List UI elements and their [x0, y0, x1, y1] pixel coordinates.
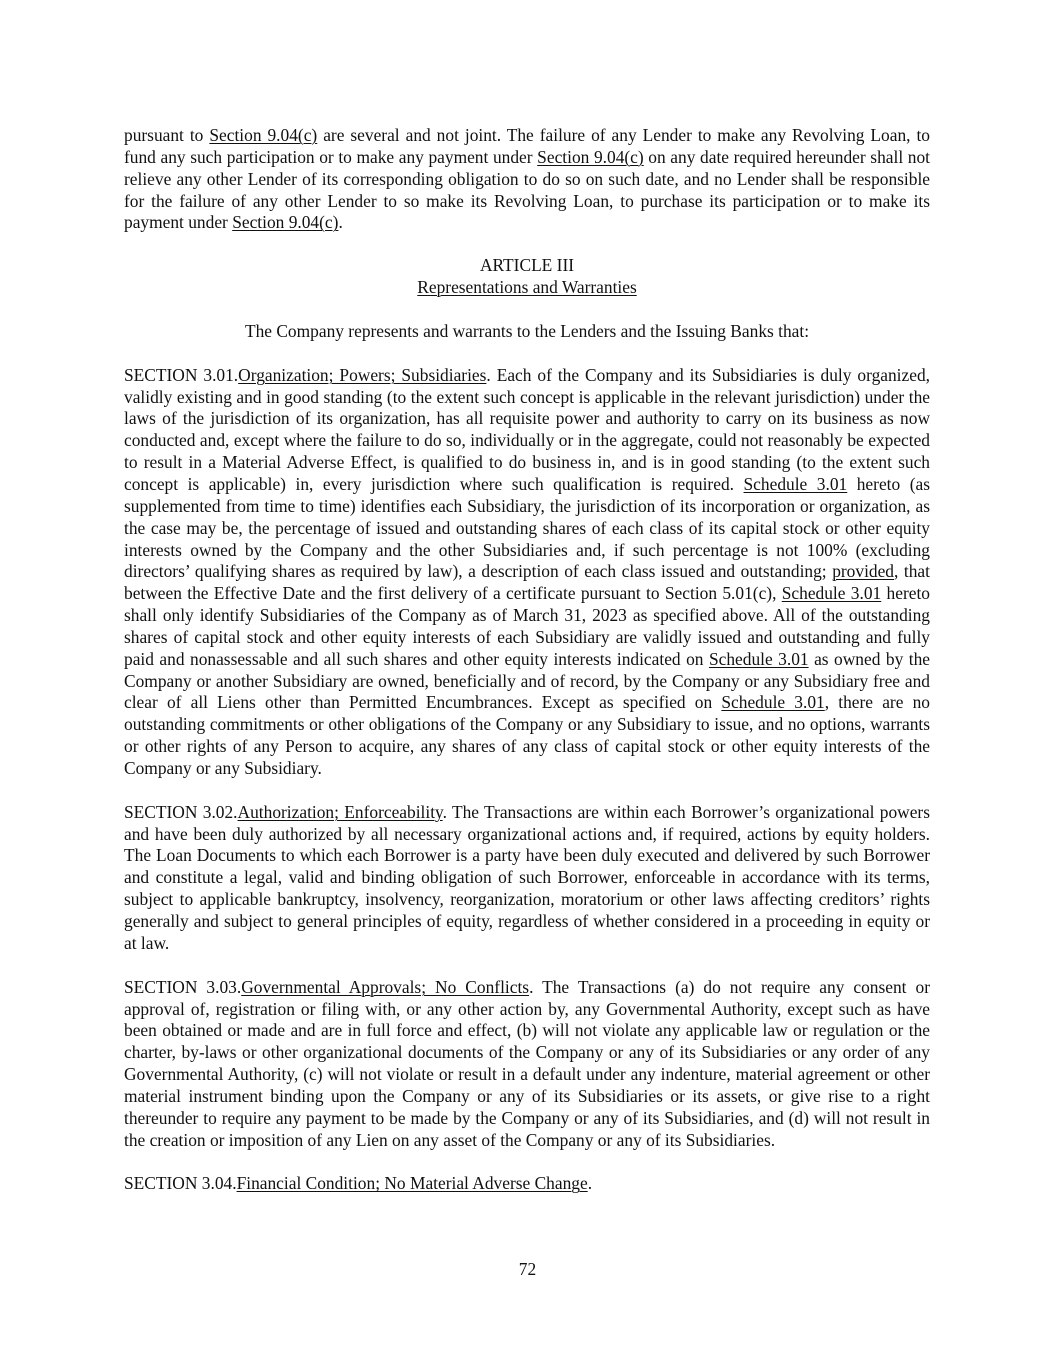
section-heading: Financial Condition; No Material Adverse Change [236, 1173, 588, 1194]
section-reference: Section 9.04(c) [232, 212, 339, 233]
section-label: SECTION 3.04. [124, 1173, 237, 1194]
article-number: ARTICLE III [479, 255, 575, 276]
section-label: SECTION 3.03. [124, 976, 242, 997]
page-content [124, 125, 930, 1195]
section-3-02: SECTION 3.02.Authorization; Enforceability. The Transactions are within each Borrower’s organizational powers and have been duly authorized by all necessary organizational actions and, if required, actions by equity holders. The Loan Documents to which each Borrower is a party have been duly executed and delivered by such Borrower and constitute a legal, valid and binding obligation of such Borrower, enforceable in accordance with its terms, subject to applicable bankruptcy, insolvency, reorganization, moratorium or other laws affecting creditors’ rights generally and subject to general principles of equity, regardless of whether considered in a proceeding in equity or at law. [124, 801, 930, 953]
article-title: Representations and Warranties [417, 277, 637, 298]
schedule-reference: Schedule 3.01 [721, 692, 825, 713]
section-label: SECTION 3.02. [124, 801, 238, 822]
section-3-04: SECTION 3.04.Financial Condition; No Material Adverse Change. [124, 1173, 593, 1194]
section-heading: Organization; Powers; Subsidiaries [238, 364, 487, 385]
section-reference: Section 9.04(c) [537, 146, 644, 167]
continuation-paragraph: pursuant to Section 9.04(c) are several and not joint. The failure of any Lender to make any Revolving Loan, to fund any such participation or to make any payment under Section 9.04(c) on any date required hereunder shall not relieve any other Lender of its corresponding obligation to do so on such date, and no Lender shall be responsible for the failure of any other Lender to so make its Revolving Loan, to purchase its participation or to make its payment under Section 9.04(c). [124, 125, 931, 233]
article-intro: The Company represents and warrants to the Lenders and the Issuing Banks that: [244, 320, 810, 341]
provided-term: provided [832, 561, 895, 582]
section-label: SECTION 3.01. [124, 364, 239, 385]
section-heading: Governmental Approvals; No Conflicts [241, 976, 530, 997]
section-3-03: SECTION 3.03.Governmental Approvals; No Conflicts. The Transactions (a) do not require any consent or approval of, registration or filing with, or any other action by, any Governmental Authority, except such as have been obtained or made and are in full force and effect, (b) will not violate any applicable law or regulation or the charter, by-laws or other organizational documents of the Company or any of its Subsidiaries or any order of any Governmental Authority, (c) will not violate or result in a default under any indenture, material agreement or other material instrument binding upon the Company or any of its Subsidiaries or its assets, or give rise to a right thereunder to require any payment to be made by the Company or any of its Subsidiaries, and (d) will not result in the creation or imposition of any Lien on any asset of the Company or any of its Subsidiaries. [124, 976, 930, 1150]
section-reference: Section 9.04(c) [209, 125, 318, 145]
section-3-01: SECTION 3.01.Organization; Powers; Subsidiaries. Each of the Company and its Subsidiaries is duly organized, validly existing and in good standing (to the extent such concept is applicable in the relevant jurisdiction) under the laws of the jurisdiction of its organization, has all requisite power and authority to carry on its business as now conducted and, except where the failure to do so, individually or in the aggregate, could not reasonably be expected to result in a Material Adverse Effect, is qualified to do business in, and is in good standing (to the extent such concept is applicable) in, every jurisdiction where such qualification is required. Schedule 3.01 hereto (as supplemented from time to time) identifies each Subsidiary, the jurisdiction of its incorporation or organization, as the case may be, the percentage of issued and outstanding shares of each class of its capital stock or other equity interests owned by the Company and the other Subsidiaries and, if such percentage is not 100% (excluding directors’ qualifying shares as required by law), a description of each class issued and outstanding; provided, that between the Effective Date and the first delivery of a certificate pursuant to Section 5.01(c), Schedule 3.01 hereto shall only identify Subsidiaries of the Company as of March 31, 2023 as specified above. All of the outstanding shares of capital stock and other equity interests of each Subsidiary are validly issued and outstanding and fully paid and nonassessable and all such shares and other equity interests indicated on Schedule 3.01 as owned by the Company or another Subsidiary are owned, beneficially and of record, by the Company or any Subsidiary free and clear of all Liens other than Permitted Encumbrances. Except as specified on Schedule 3.01, there are no outstanding commitments or other obligations of the Company or any Subsidiary to issue, and no options, warrants or other rights of any Person to acquire, any shares of any class of capital stock or other equity interests of the Company or any Subsidiary. [124, 364, 930, 778]
schedule-reference: Schedule 3.01 [708, 648, 809, 669]
section-heading: Authorization; Enforceability [237, 801, 443, 822]
schedule-reference: Schedule 3.01 [743, 473, 848, 494]
page-number: 72 [518, 1259, 537, 1279]
schedule-reference: Schedule 3.01 [781, 583, 882, 604]
article-heading [124, 255, 930, 299]
